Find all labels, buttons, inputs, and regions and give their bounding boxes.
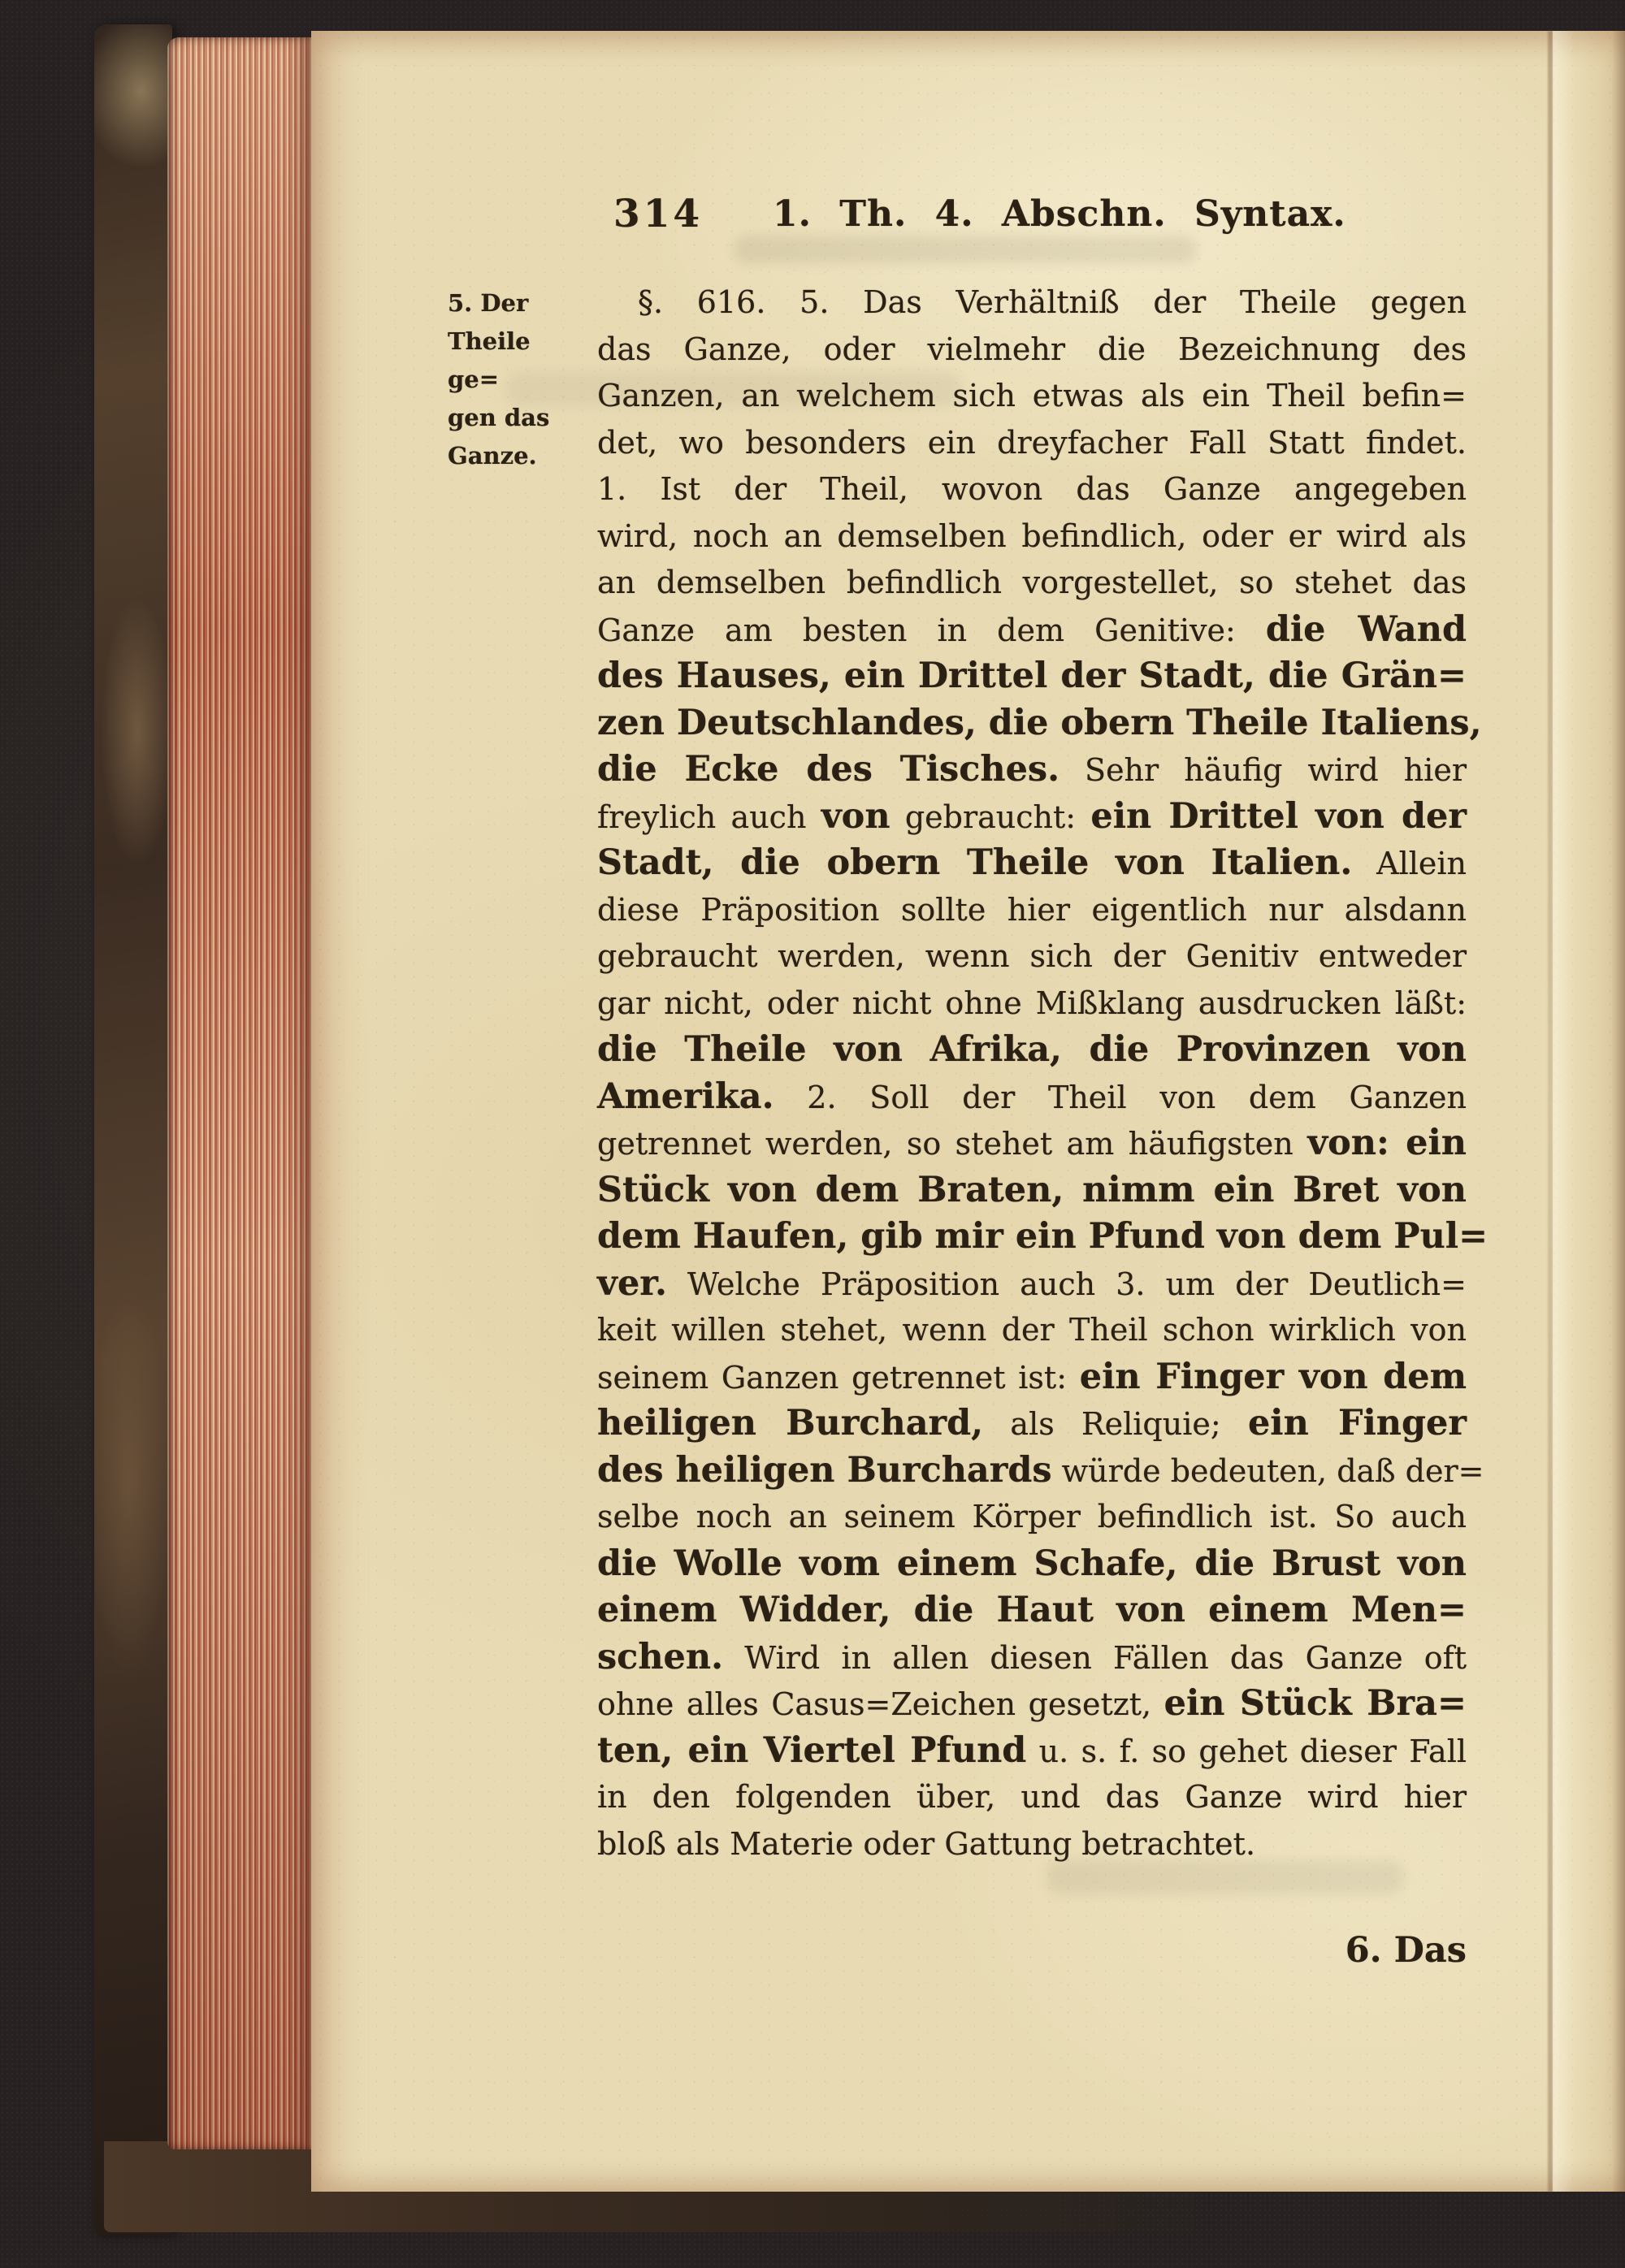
body-text-line <box>597 279 1467 327</box>
body-text-line <box>597 1681 1467 1728</box>
body-text-line <box>597 1634 1467 1682</box>
emphasized-text: von: ein <box>1307 1123 1467 1163</box>
book-cover-edge <box>94 24 172 2236</box>
text-segment: seinem Ganzen getrennet ist: <box>597 1359 1080 1396</box>
text-segment: Wird in allen diesen Fällen das Ganze oft <box>723 1639 1467 1676</box>
emphasized-text: des heiligen Burchards <box>597 1449 1052 1491</box>
margin-note-line: gen das <box>448 404 550 431</box>
body-text-line <box>597 560 1467 607</box>
body-text-line <box>597 1120 1467 1167</box>
margin-note <box>448 284 586 475</box>
text-segment: Ganzen, an welchem sich etwas als ein Theil befin= <box>597 378 1467 413</box>
body-text-line <box>597 327 1467 374</box>
margin-note-line: Ganze. <box>448 442 537 470</box>
catchword: 6. Das <box>1345 1930 1467 1971</box>
emphasized-text: zen Deutschlandes, die obern Theile Italiens, <box>597 702 1482 743</box>
text-segment: als Reliquie; <box>983 1406 1248 1442</box>
text-segment: das Ganze, oder vielmehr die Bezeichnung des <box>597 331 1467 367</box>
emphasized-text: die Theile von Afrika, die Provinzen von <box>597 1029 1467 1070</box>
emphasized-text: Stadt, die obern Theile von Italien. <box>597 842 1353 883</box>
body-text-line <box>597 1821 1467 1868</box>
body-text-line <box>597 794 1467 841</box>
text-segment: Sehr häufig wird hier <box>1060 752 1467 788</box>
book-page <box>311 31 1625 2192</box>
body-text-line <box>597 653 1467 700</box>
emphasized-text: ein Finger <box>1247 1403 1467 1443</box>
running-title: 1. Th. 4. Abschn. Syntax. <box>773 193 1346 235</box>
body-text-line <box>597 1587 1467 1634</box>
body-text-line <box>597 1400 1467 1448</box>
text-segment: in den folgenden über, und das Ganze wird hier <box>597 1779 1467 1815</box>
body-text-line <box>597 1307 1467 1354</box>
text-segment: Welche Präposition auch 3. um der Deutlich= <box>666 1266 1467 1302</box>
body-text-line <box>597 1027 1467 1074</box>
body-text-line <box>597 840 1467 887</box>
body-text-line <box>597 933 1467 980</box>
text-segment: 2. Soll der Theil von dem Ganzen <box>774 1079 1467 1115</box>
body-text-line <box>597 887 1467 934</box>
text-segment: selbe noch an seinem Körper befindlich ist. So auch <box>597 1499 1467 1534</box>
body-text-line <box>597 1728 1467 1775</box>
text-segment: wird, noch an demselben befindlich, oder er wird als <box>597 517 1467 554</box>
text-segment: würde bedeuten, daß der= <box>1051 1452 1484 1489</box>
body-text-line <box>597 1448 1484 1495</box>
ink-bleedthrough-smudge <box>734 236 1197 263</box>
body-text-line <box>597 747 1467 794</box>
body-text-line <box>597 1261 1467 1308</box>
text-segment: u. s. f. so gehet dieser Fall <box>1026 1733 1467 1769</box>
text-segment: gar nicht, oder nicht ohne Mißklang ausdrucken läßt: <box>597 985 1467 1021</box>
emphasized-text: ver. <box>597 1262 667 1304</box>
body-text-line <box>597 980 1467 1028</box>
page-edges-stack <box>167 37 312 2149</box>
emphasized-text: ten, ein Viertel Pfund <box>597 1729 1027 1771</box>
emphasized-text: die Wand <box>1265 608 1467 650</box>
body-text-line <box>597 373 1467 420</box>
page-gutter-area <box>1553 31 1625 2192</box>
text-segment: det, wo besonders ein dreyfacher Fall Statt findet. <box>597 424 1467 461</box>
body-text-line <box>597 1354 1467 1401</box>
emphasized-text: schen. <box>597 1636 724 1677</box>
emphasized-text: einem Widder, die Haut von einem Men= <box>597 1590 1467 1630</box>
text-segment: diese Präposition sollte hier eigentlich nur alsdann <box>597 891 1467 928</box>
emphasized-text: die Wolle vom einem Schafe, die Brust von <box>597 1543 1467 1584</box>
text-segment: gebraucht: <box>890 799 1091 835</box>
emphasized-text: Stück von dem Braten, nimm ein Bret von <box>597 1169 1467 1210</box>
text-segment: getrennet werden, so stehet am häufigsten <box>597 1126 1308 1162</box>
emphasized-text: des Hauses, ein Drittel der Stadt, die Grän= <box>597 656 1467 696</box>
text-segment: bloß als Materie oder Gattung betrachtet. <box>597 1825 1256 1862</box>
text-segment: gebraucht werden, wenn sich der Genitiv entweder <box>597 938 1467 974</box>
page-number: 314 <box>613 192 704 236</box>
body-text-line <box>597 1774 1467 1821</box>
body-text-line <box>597 700 1482 747</box>
text-segment: 1. Ist der Theil, wovon das Ganze angegeben <box>597 471 1467 507</box>
emphasized-text: von <box>821 795 890 837</box>
text-segment: §. 616. 5. Das Verhältniß der Theile gegen <box>638 284 1467 320</box>
emphasized-text: Amerika. <box>597 1076 774 1117</box>
margin-note-line: 5. Der <box>448 289 529 317</box>
margin-note-line: Theile ge= <box>448 327 531 393</box>
emphasized-text: die Ecke des Tisches. <box>597 749 1060 790</box>
body-text-line <box>597 1214 1488 1261</box>
text-segment: ohne alles Casus=Zeichen gesetzt, <box>597 1686 1164 1722</box>
body-text-line <box>597 607 1467 654</box>
text-segment: Ganze am besten in dem Genitive: <box>597 612 1266 648</box>
text-segment: freylich auch <box>597 799 821 835</box>
emphasized-text: ein Stück Bra= <box>1164 1683 1467 1724</box>
emphasized-text: heiligen Burchard, <box>597 1403 984 1443</box>
body-text <box>597 279 1488 1868</box>
body-text-line <box>597 513 1467 561</box>
text-segment: Allein <box>1352 846 1467 881</box>
text-segment: keit willen stehet, wenn der Theil schon wirklich von <box>597 1312 1467 1348</box>
body-text-line <box>597 1541 1467 1588</box>
body-text-line <box>597 420 1467 467</box>
body-text-line <box>597 1167 1467 1214</box>
body-text-line <box>597 466 1467 513</box>
body-text-line <box>597 1074 1467 1121</box>
body-text-line <box>597 1494 1467 1541</box>
emphasized-text: ein Drittel von der <box>1090 795 1467 837</box>
emphasized-text: ein Finger von dem <box>1079 1356 1467 1397</box>
text-segment: an demselben befindlich vorgestellet, so stehet das <box>597 565 1467 600</box>
emphasized-text: dem Haufen, gib mir ein Pfund von dem Pul= <box>597 1216 1488 1257</box>
